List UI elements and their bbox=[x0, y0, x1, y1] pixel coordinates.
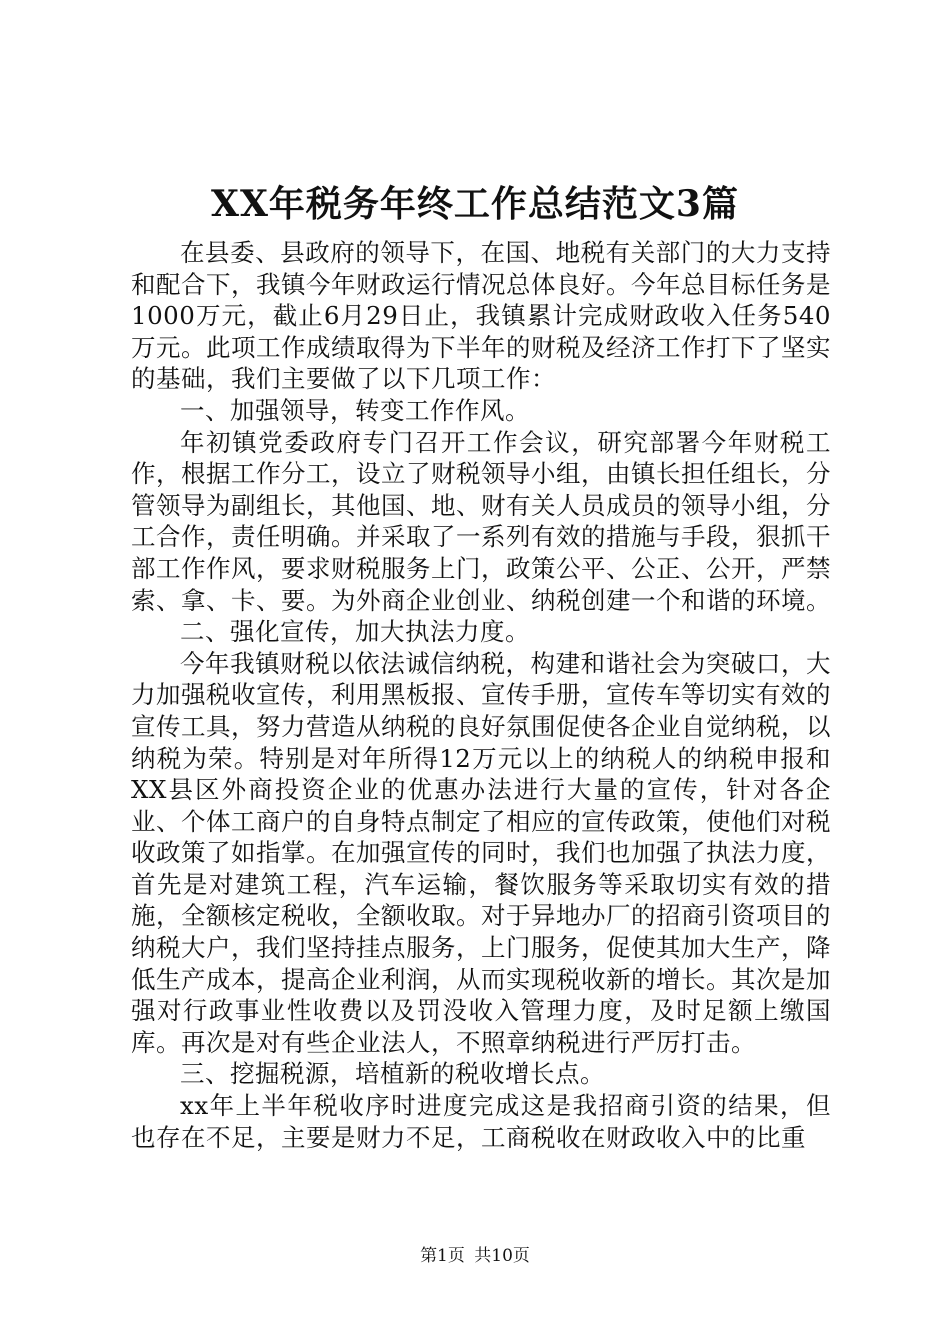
section-heading-1: 一、加强领导，转变工作作风。 bbox=[180, 395, 530, 425]
paragraph-intro: 在县委、县政府的领导下，在国、地税有关部门的大力支持和配合下，我镇今年财政运行情况总体良好。今年总目标任务是1000万元，截止6月29日止，我镇累计完成财政收入任务540万元。此项工作成绩取得为下半年的财税及经济工作打下了坚实的基础，我们主要做了以下几项工作： bbox=[131, 238, 831, 394]
page-total: 共10页 bbox=[474, 1246, 530, 1266]
section-heading-3: 三、挖掘税源，培植新的税收增长点。 bbox=[180, 1059, 605, 1089]
document-body bbox=[131, 237, 831, 1153]
page-footer bbox=[0, 1244, 950, 1268]
document-title: XX年税务年终工作总结范文3篇 bbox=[211, 183, 739, 225]
page-number: 第1页 bbox=[420, 1246, 465, 1266]
paragraph-section-3: xx年上半年税收序时进度完成这是我招商引资的结果，但也存在不足，主要是财力不足，工商税收在财政收入中的比重 bbox=[131, 1091, 831, 1152]
paragraph-section-2: 今年我镇财税以依法诚信纳税，构建和谐社会为突破口，大力加强税收宣传，利用黑板报、宣传手册，宣传车等切实有效的宣传工具，努力营造从纳税的良好氛围促使各企业自觉纳税，以纳税为荣。特别是对年所得12万元以上的纳税人的纳税申报和XX县区外商投资企业的优惠办法进行大量的宣传，针对各企业、个体工商户的自身特点制定了相应的宣传政策，使他们对税收政策了如指掌。在加强宣传的同时，我们也加强了执法力度，首先是对建筑工程，汽车运输，餐饮服务等采取切实有效的措施，全额核定税收，全额收取。对于异地办厂的招商引资项目的纳税大户，我们坚持挂点服务，上门服务，促使其加大生产，降低生产成本，提高企业利润，从而实现税收新的增长。其次是加强对行政事业性收费以及罚没收入管理力度，及时足额上缴国库。再次是对有些企业法人，不照章纳税进行严厉打击。 bbox=[131, 648, 831, 1057]
paragraph-section-1: 年初镇党委政府专门召开工作会议，研究部署今年财税工作，根据工作分工，设立了财税领导小组，由镇长担任组长，分管领导为副组长，其他国、地、财有关人员成员的领导小组，分工合作，责任明确。并采取了一系列有效的措施与手段，狠抓干部工作作风，要求财税服务上门，政策公平、公正、公开，严禁索、拿、卡、要。为外商企业创业、纳税创建一个和谐的环境。 bbox=[131, 427, 831, 615]
section-heading-2: 二、强化宣传，加大执法力度。 bbox=[180, 617, 530, 647]
